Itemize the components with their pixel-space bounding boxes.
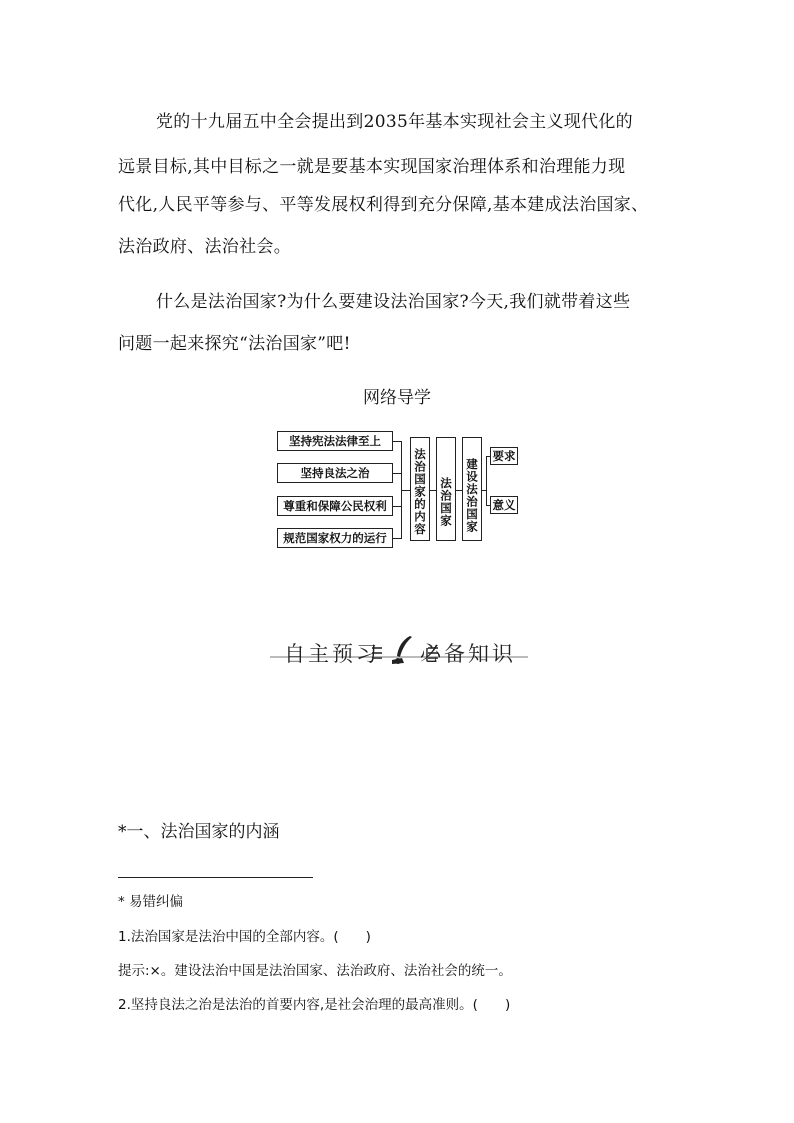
- section-heading: *一、法治国家的内涵: [118, 822, 280, 842]
- text-line: 什么是法治国家?为什么要建设法治国家?今天,我们就带着这些: [156, 292, 631, 312]
- text-line: 问题一起来探究“法治国家”吧!: [118, 334, 351, 354]
- footnote-divider: [118, 877, 313, 878]
- question-1: 1.法治国家是法治中国的全部内容。( ): [118, 929, 371, 945]
- text-line: 党的十九届五中全会提出到2035年基本实现社会主义现代化的: [156, 112, 633, 132]
- map-center-box: 法治国家: [436, 437, 456, 541]
- map-left-item: 规范国家权力的运行: [277, 528, 393, 548]
- text-line: 法治政府、法治社会。: [118, 237, 291, 257]
- question-2: 2.坚持良法之治是法治的首要内容,是社会治理的最高准则。( ): [118, 997, 511, 1013]
- map-build-box: 建设法治国家: [462, 437, 482, 541]
- map-right-item: 要求: [490, 447, 518, 465]
- quill-icon: [388, 634, 422, 670]
- map-content-box: 法治国家的内容: [410, 437, 430, 541]
- map-left-item: 尊重和保障公民权利: [277, 496, 393, 516]
- banner-right-label: 必备知识: [420, 642, 516, 666]
- hint-1: 提示:×。建设法治中国是法治国家、法治政府、法治社会的统一。: [118, 963, 512, 979]
- section-banner: [270, 634, 528, 668]
- map-right-item: 意义: [490, 496, 518, 514]
- map-left-item: 坚持宪法法律至上: [277, 431, 393, 451]
- footnote-label: * 易错纠偏: [118, 894, 184, 910]
- map-left-item: 坚持良法之治: [277, 463, 393, 483]
- banner-left-label: 自主预习: [284, 642, 380, 666]
- text-line: 代化,人民平等参与、平等发展权利得到充分保障,基本建成法治国家、: [118, 195, 649, 215]
- text-line: 远景目标,其中目标之一就是要基本实现国家治理体系和治理能力现: [118, 157, 626, 177]
- map-title: 网络导学: [363, 388, 431, 408]
